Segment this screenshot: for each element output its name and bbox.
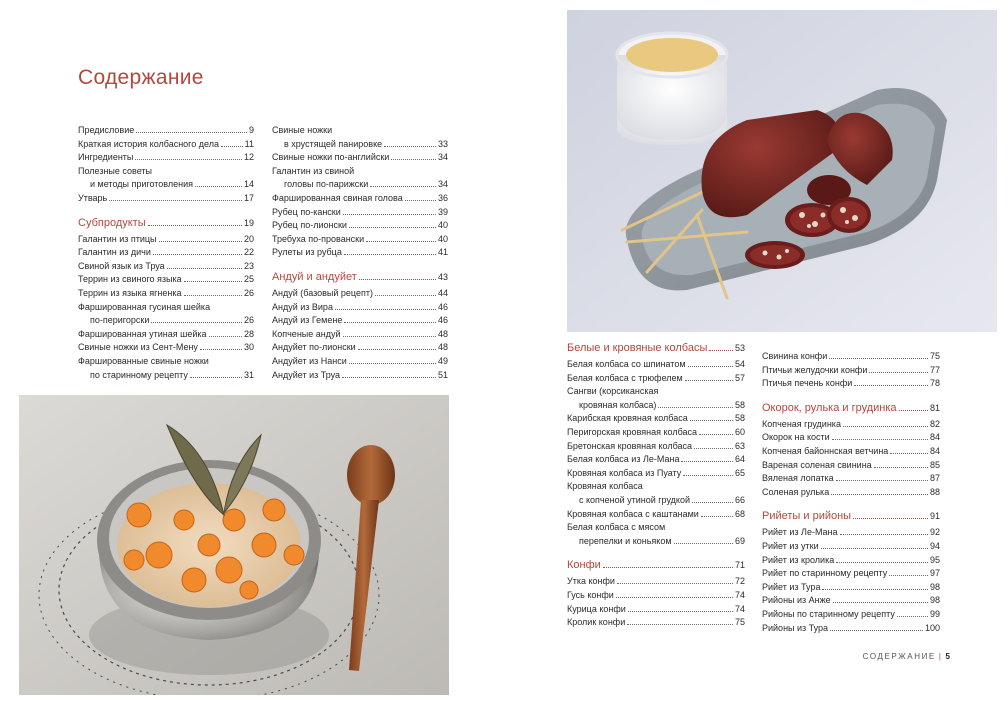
toc-entry[interactable]	[78, 287, 254, 301]
page-ref: 12	[243, 152, 254, 163]
page-ref: 57	[734, 372, 745, 383]
toc-entry[interactable]	[567, 399, 745, 413]
entry-title: Ингредиенты	[78, 152, 134, 163]
toc-entry[interactable]	[567, 589, 745, 603]
entry-title: Гусь конфи	[567, 589, 614, 600]
page-ref: 9	[248, 125, 254, 135]
footer-label: СОДЕРЖАНИЕ	[862, 652, 936, 661]
entry-title: Предисловие	[78, 125, 135, 135]
page-ref: 26	[243, 315, 254, 326]
entry-title: по старинному рецепту	[90, 369, 188, 380]
toc-section-heading[interactable]	[762, 508, 940, 524]
leader-dots	[167, 268, 242, 269]
entry-title: Андуйет из Нанси	[272, 355, 347, 366]
entry-title: по-перигорски	[90, 315, 150, 326]
entry-title: в хрустящей панировке	[284, 138, 383, 149]
leader-dots	[344, 322, 436, 323]
entry-title: Рийет из утки	[762, 540, 819, 551]
entry-title: Свиные ножки по-английски	[272, 152, 390, 163]
toc-entry[interactable]	[272, 369, 448, 383]
toc-entry[interactable]	[762, 608, 940, 622]
entry-title: кровяная колбаса)	[579, 399, 657, 410]
entry-title: Кролик конфи	[567, 617, 626, 628]
toc-entry[interactable]	[78, 341, 254, 355]
section-title: Белые и кровяные колбасы	[567, 342, 708, 354]
leader-dots	[869, 372, 928, 373]
leader-dots	[840, 534, 928, 535]
entry-title: Белая колбаса из Ле-Мана	[567, 454, 680, 465]
toc-entry[interactable]	[78, 314, 254, 328]
toc-entry[interactable]	[762, 472, 940, 486]
leader-dots	[889, 575, 928, 576]
page-ref: 74	[734, 603, 745, 614]
page-ref: 75	[734, 617, 745, 628]
entry-title: Вяленая лопатка	[762, 473, 834, 484]
page-ref: 40	[437, 233, 448, 244]
leader-dots	[603, 567, 733, 568]
page-number: 5	[945, 652, 950, 661]
page-ref: 63	[734, 440, 745, 451]
page-ref: 100	[924, 622, 940, 633]
toc-entry[interactable]	[762, 364, 940, 378]
entry-title: Рубец по-кански	[272, 206, 341, 217]
page-ref: 69	[734, 535, 745, 546]
leader-dots	[897, 616, 928, 617]
page-title: Содержание	[78, 66, 204, 89]
entry-title: Галантин из дичи	[78, 247, 151, 258]
entry-title: Требуха по-провански	[272, 233, 365, 244]
entry-title: Птичьи желудочки конфи	[762, 364, 868, 375]
toc-entry[interactable]	[567, 426, 745, 440]
page-ref: 99	[929, 608, 940, 619]
entry-title: Копченая грудинка	[762, 418, 841, 429]
entry-title: Рийоны из Анже	[762, 595, 831, 606]
toc-entry[interactable]	[567, 358, 745, 372]
blood-sausage-illustration	[567, 10, 997, 332]
leader-dots	[688, 366, 733, 367]
toc-section-heading[interactable]	[567, 340, 745, 356]
entry-title: Рийет из Ле-Мана	[762, 527, 838, 538]
page-ref: 33	[437, 138, 448, 149]
toc-entry-line: Галантин из свиной	[272, 165, 355, 176]
page-ref: 66	[734, 494, 745, 505]
toc-entry-line: Фаршированные свиные ножки	[78, 355, 209, 366]
toc-entry[interactable]	[78, 260, 254, 274]
toc-entry[interactable]	[567, 616, 745, 630]
page-ref: 97	[929, 568, 940, 579]
page-ref: 72	[734, 576, 745, 587]
toc-entry[interactable]	[762, 594, 940, 608]
toc-entry[interactable]	[272, 192, 448, 206]
leader-dots	[874, 467, 928, 468]
entry-title: Кровяная колбаса из Пуату	[567, 467, 682, 478]
entry-title: Утварь	[78, 192, 108, 203]
leader-dots	[832, 439, 928, 440]
leader-dots	[344, 254, 436, 255]
leader-dots	[836, 480, 928, 481]
leader-dots	[829, 358, 928, 359]
entry-title: Белая колбаса со шпинатом	[567, 359, 686, 369]
page-ref: 51	[437, 369, 448, 380]
tripe-pot-illustration	[19, 395, 449, 695]
toc-entry[interactable]	[272, 206, 448, 220]
toc-entry[interactable]	[78, 233, 254, 247]
page-ref: 87	[929, 473, 940, 484]
toc-entry[interactable]	[272, 314, 448, 328]
leader-dots	[200, 349, 242, 350]
page-ref: 40	[437, 220, 448, 231]
leader-dots	[890, 453, 928, 454]
entry-title: Рийоны из Тура	[762, 622, 829, 633]
entry-title: Перигорская кровяная колбаса	[567, 426, 698, 437]
page-ref: 14	[243, 179, 254, 190]
entry-title: Окорок на кости	[762, 432, 830, 443]
page-ref: 34	[437, 179, 448, 190]
page-ref: 58	[734, 399, 745, 410]
page-ref: 19	[243, 217, 254, 228]
entry-title: Птичья печень конфи	[762, 378, 853, 389]
section-title: Конфи	[567, 559, 601, 572]
page-ref: 23	[243, 260, 254, 271]
page-ref: 78	[929, 378, 940, 389]
leader-dots	[831, 494, 928, 495]
entry-title: Копченые андуй	[272, 328, 341, 339]
leader-dots	[681, 461, 733, 462]
photo-tripe-pot	[19, 395, 449, 695]
entry-title: Бретонская кровяная колбаса	[567, 440, 693, 451]
leader-dots	[836, 562, 928, 563]
toc-entry-line: Белая колбаса с мясом	[567, 522, 666, 533]
toc-entry[interactable]	[762, 418, 940, 432]
section-title: Окорок, рулька и грудинка	[762, 401, 897, 414]
toc-entry[interactable]	[272, 246, 448, 260]
section-title: Рийеты и рийоны	[762, 510, 852, 523]
leader-dots	[627, 624, 733, 625]
page-ref: 85	[929, 459, 940, 470]
page-ref: 92	[929, 527, 940, 538]
footer-separator: |	[938, 652, 943, 661]
entry-title: Галантин из птицы	[78, 233, 157, 244]
leader-dots	[843, 426, 928, 427]
page-ref: 88	[929, 486, 940, 497]
toc-entry[interactable]	[567, 508, 745, 522]
leader-dots	[617, 583, 733, 584]
entry-title: Рийет из Тура	[762, 581, 821, 592]
leader-dots	[709, 350, 733, 351]
page-ref: 84	[929, 445, 940, 456]
toc-entry[interactable]	[762, 622, 940, 636]
page-ref: 94	[929, 540, 940, 551]
page-ref: 43	[437, 271, 448, 282]
page-ref: 60	[734, 426, 745, 437]
leader-dots	[343, 336, 436, 337]
page-ref: 34	[437, 152, 448, 163]
leader-dots	[391, 159, 436, 160]
page-ref: 81	[929, 402, 940, 413]
entry-title: Андуй из Вира	[272, 301, 333, 312]
page-ref: 65	[734, 467, 745, 478]
page-ref: 31	[243, 369, 254, 380]
entry-title: Вареная соленая свинина	[762, 459, 872, 470]
toc-entry[interactable]	[272, 328, 448, 342]
page-ref: 54	[734, 359, 745, 369]
leader-dots	[821, 548, 928, 549]
toc-entry[interactable]	[78, 124, 254, 138]
page-ref: 20	[243, 233, 254, 244]
page-ref: 64	[734, 454, 745, 465]
leader-dots	[136, 132, 247, 133]
page-ref: 46	[437, 301, 448, 312]
toc-entry-line: Кровяная колбаса	[567, 481, 643, 492]
toc-entry[interactable]	[762, 445, 940, 459]
toc-entry[interactable]	[78, 273, 254, 287]
page-ref: 53	[734, 343, 745, 353]
page-ref: 98	[929, 595, 940, 606]
toc-entry[interactable]	[272, 151, 448, 165]
toc-entry[interactable]	[567, 372, 745, 386]
section-title: Субпродукты	[78, 216, 146, 229]
toc-entry[interactable]	[272, 341, 448, 355]
leader-dots	[830, 630, 923, 631]
toc-entry[interactable]	[78, 192, 254, 206]
page-ref: 49	[437, 355, 448, 366]
toc-entry[interactable]	[762, 431, 940, 445]
toc-entry[interactable]	[78, 178, 254, 192]
page-ref: 44	[437, 287, 448, 298]
entry-title: Курица конфи	[567, 603, 626, 614]
leader-dots	[359, 279, 436, 280]
toc-entry[interactable]	[272, 178, 448, 192]
leader-dots	[899, 410, 928, 411]
page-ref: 82	[929, 418, 940, 429]
page-ref: 91	[929, 511, 940, 522]
leader-dots	[384, 146, 436, 147]
page-ref: 41	[437, 247, 448, 258]
leader-dots	[335, 309, 436, 310]
toc-entry[interactable]	[762, 554, 940, 568]
page-ref: 46	[437, 315, 448, 326]
entry-title: Андуйет из Труа	[272, 369, 341, 380]
page-ref: 26	[243, 287, 254, 298]
toc-entry-line: Свиные ножки	[272, 125, 333, 135]
toc-entry[interactable]	[762, 526, 940, 540]
toc-entry-line: Фаршированная гусиная шейка	[78, 301, 211, 312]
leader-dots	[690, 420, 733, 421]
leader-dots	[405, 200, 436, 201]
page-ref: 75	[929, 351, 940, 361]
entry-title: Свинина конфи	[762, 351, 828, 361]
leader-dots	[159, 241, 242, 242]
leader-dots	[109, 200, 242, 201]
leader-dots	[349, 363, 436, 364]
page-ref: 68	[734, 508, 745, 519]
leader-dots	[153, 254, 242, 255]
toc-entry[interactable]	[272, 355, 448, 369]
leader-dots	[366, 241, 436, 242]
leader-dots	[190, 377, 242, 378]
entry-title: Кровяная колбаса с каштанами	[567, 508, 699, 519]
leader-dots	[151, 322, 242, 323]
toc-entry[interactable]	[272, 138, 448, 152]
toc-entry[interactable]	[567, 494, 745, 508]
entry-title: Террин из свиного языка	[78, 274, 182, 285]
page-ref: 74	[734, 589, 745, 600]
leader-dots	[184, 281, 242, 282]
toc-entry-line: Полезные советы	[78, 165, 152, 176]
entry-title: Андуйет по-лионски	[272, 342, 356, 353]
entry-title: Утка конфи	[567, 576, 615, 587]
leader-dots	[616, 597, 733, 598]
leader-dots	[699, 434, 733, 435]
toc-entry[interactable]	[762, 567, 940, 581]
toc-column-1	[78, 124, 254, 382]
leader-dots	[148, 225, 242, 226]
entry-title: с копченой утиной грудкой	[579, 494, 690, 505]
leader-dots	[692, 502, 733, 503]
toc-entry[interactable]	[762, 459, 940, 473]
page-ref: 48	[437, 342, 448, 353]
entry-title: Фаршированная свиная голова	[272, 192, 403, 203]
toc-entry[interactable]	[272, 233, 448, 247]
page-ref: 95	[929, 554, 940, 565]
entry-title: Террин из языка ягненка	[78, 287, 182, 298]
toc-entry[interactable]	[567, 603, 745, 617]
page-ref: 77	[929, 364, 940, 375]
toc-entry[interactable]	[567, 440, 745, 454]
entry-title: Копченая байоннская ветчина	[762, 445, 889, 456]
page-ref: 48	[437, 328, 448, 339]
entry-title: Белая колбаса с трюфелем	[567, 372, 683, 383]
toc-column-2	[272, 124, 448, 382]
page-footer	[863, 652, 950, 661]
toc-entry[interactable]	[762, 581, 940, 595]
leader-dots	[694, 448, 733, 449]
entry-title: Рийоны по старинному рецепту	[762, 608, 895, 619]
page-ref: 28	[243, 328, 254, 339]
toc-entry[interactable]	[567, 575, 745, 589]
section-title: Андуй и андуйет	[272, 270, 357, 283]
entry-title: перепелки и коньяком	[579, 535, 672, 546]
toc-entry[interactable]	[78, 369, 254, 383]
page-ref: 36	[437, 192, 448, 203]
entry-title: Фаршированная утиная шейка	[78, 328, 207, 339]
toc-entry[interactable]	[567, 412, 745, 426]
toc-entry[interactable]	[78, 246, 254, 260]
entry-title: Свиные ножки из Сент-Мену	[78, 342, 198, 353]
toc-entry[interactable]	[762, 377, 940, 391]
entry-title: Андуй (базовый рецепт)	[272, 287, 373, 298]
leader-dots	[343, 214, 436, 215]
toc-entry[interactable]	[762, 540, 940, 554]
entry-title: и методы приготовления	[90, 179, 193, 190]
toc-entry[interactable]	[762, 486, 940, 500]
entry-title: Рийет по старинному рецепту	[762, 568, 888, 579]
entry-title: Рийет из кролика	[762, 554, 835, 565]
leader-dots	[349, 227, 436, 228]
leader-dots	[833, 602, 928, 603]
leader-dots	[135, 159, 242, 160]
entry-title: Свиной язык из Труа	[78, 260, 165, 271]
leader-dots	[342, 377, 436, 378]
page-ref: 84	[929, 432, 940, 443]
toc-section-heading[interactable]	[272, 269, 448, 285]
toc-entry[interactable]	[272, 301, 448, 315]
page-ref: 98	[929, 581, 940, 592]
leader-dots	[370, 186, 436, 187]
leader-dots	[685, 380, 733, 381]
page-ref: 11	[244, 138, 254, 149]
leader-dots	[628, 611, 733, 612]
leader-dots	[358, 349, 436, 350]
toc-entry[interactable]	[567, 467, 745, 481]
leader-dots	[658, 407, 733, 408]
leader-dots	[683, 475, 733, 476]
toc-entry-line: Сангви (корсиканская	[567, 386, 659, 397]
toc-entry[interactable]	[272, 219, 448, 233]
page-ref: 22	[243, 247, 254, 258]
entry-title: Карибская кровяная колбаса	[567, 413, 688, 424]
entry-title: головы по-парижски	[284, 179, 369, 190]
entry-title: Краткая история колбасного дела	[78, 138, 219, 149]
leader-dots	[195, 186, 242, 187]
toc-entry[interactable]	[762, 350, 940, 364]
leader-dots	[209, 336, 242, 337]
page-ref: 30	[243, 342, 254, 353]
toc-entry[interactable]	[567, 453, 745, 467]
toc-section-heading[interactable]	[567, 557, 745, 573]
toc-entry[interactable]	[78, 328, 254, 342]
leader-dots	[674, 543, 733, 544]
page-ref: 58	[734, 413, 745, 424]
entry-title: Рубец по-лионски	[272, 220, 347, 231]
toc-entry[interactable]	[567, 535, 745, 549]
toc-column-4	[762, 350, 940, 635]
toc-column-3	[567, 340, 745, 630]
leader-dots	[822, 589, 928, 590]
photo-blood-sausage	[567, 10, 997, 332]
entry-title: Рулеты из рубца	[272, 247, 342, 258]
leader-dots	[701, 516, 733, 517]
toc-entry[interactable]	[78, 138, 254, 152]
entry-title: Соленая рулька	[762, 486, 830, 497]
leader-dots	[375, 295, 436, 296]
page-ref: 17	[243, 192, 254, 203]
toc-entry[interactable]	[78, 151, 254, 165]
leader-dots	[853, 518, 928, 519]
leader-dots	[184, 295, 242, 296]
toc-section-heading[interactable]	[78, 215, 254, 231]
leader-dots	[854, 385, 928, 386]
entry-title: Андуй из Гемене	[272, 315, 343, 326]
toc-section-heading[interactable]	[762, 400, 940, 416]
page-ref: 39	[437, 206, 448, 217]
leader-dots	[221, 146, 243, 147]
toc-entry[interactable]	[272, 287, 448, 301]
page-ref: 71	[734, 560, 745, 571]
page-ref: 25	[243, 274, 254, 285]
